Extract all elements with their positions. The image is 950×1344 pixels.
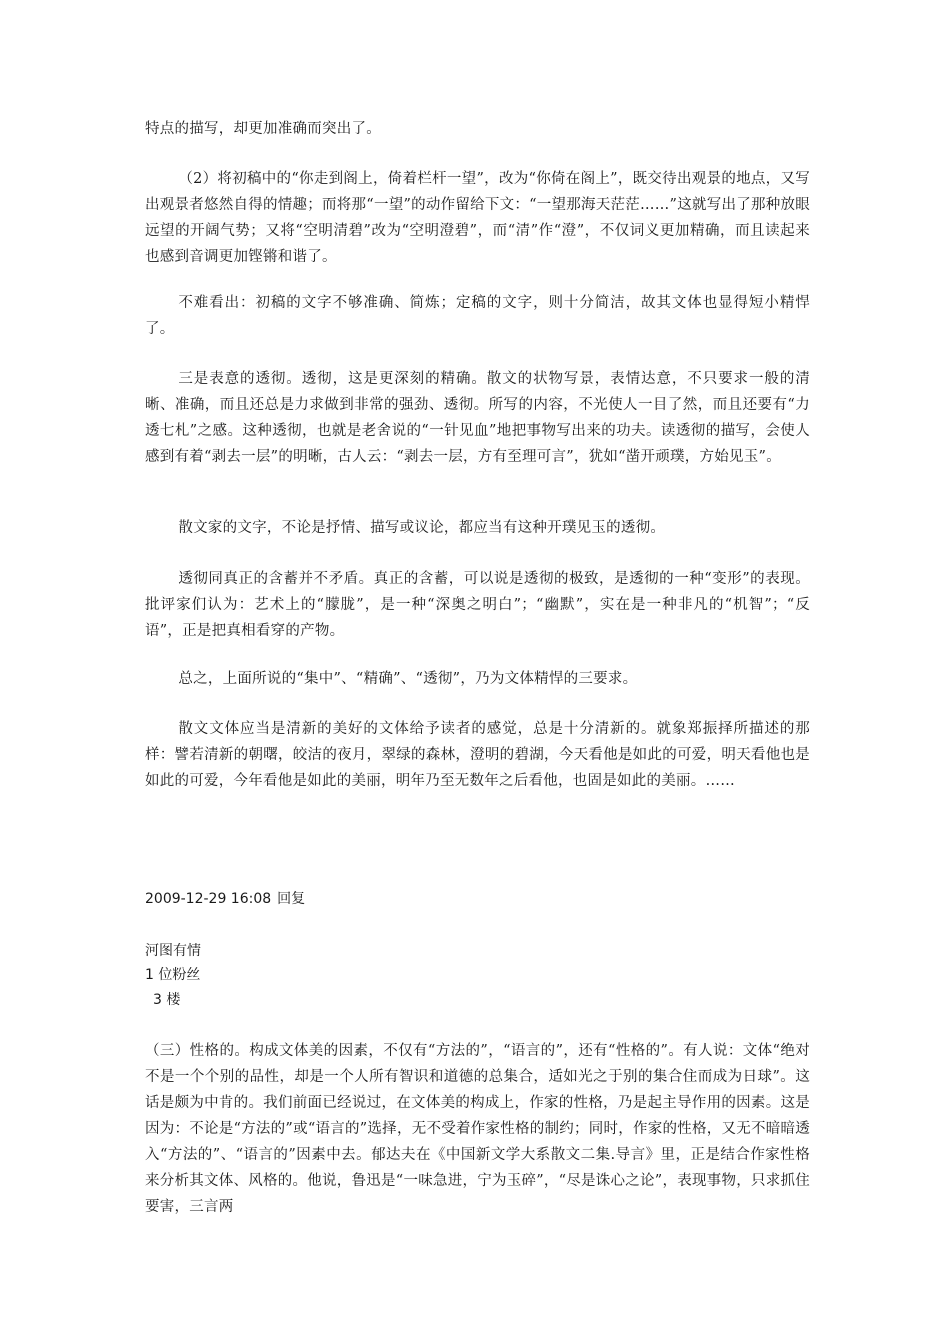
- paragraph: 散文家的文字，不论是抒情、描写或议论，都应当有这种开璞见玉的透彻。: [178, 520, 666, 536]
- floor-number: 3 楼: [153, 992, 181, 1008]
- paragraph: 不难看出：初稿的文字不够准确、简炼；定稿的文字，则十分简洁，故其文体也显得短小精悍了。: [145, 295, 810, 337]
- reply-body: （三）性格的。构成文体美的因素，不仅有“方法的”，“语言的”，还有“性格的”。有人说：文体“绝对不是一个个别的品性，却是一个人所有智识和道德的总集合，适如光之于别的集合住而成为日球”。这话是颇为中肯的。我们前面已经说过，在文体美的构成上，作家的性格，乃是起主导作用的因素。这是因为：不论是“方法的”或“语言的”选择，无不受着作家性格的制约；同时，作家的性格，又无不暗暗透入“方法的”、“语言的”因素中去。郁达夫在《中国新文学大系散文二集.导言》里，正是结合作家性格来分析其文体、风格的。他说，鲁迅是“一味急进，宁为玉碎”，“尽是诛心之论”，表现事物，只求抓住要害，三言两: [145, 1043, 810, 1215]
- reply-link[interactable]: 回复: [277, 891, 306, 907]
- paragraph: （2）将初稿中的“你走到阁上，倚着栏杆一望”，改为“你倚在阁上”，既交待出观景的地点，又写出观景者悠然自得的情趣；而将那“一望”的动作留给下文：“一望那海天茫茫……”这就写出了那种放眼远望的开阔气势；又将“空明清碧”改为“空明澄碧”，而“清”作“澄”，不仅词义更加精确，而且读起来也感到音调更加铿锵和谐了。: [145, 171, 810, 265]
- paragraph: 散文文体应当是清新的美好的文体给予读者的感觉，总是十分清新的。就象郑振择所描述的那样：譬若清新的朝曙，皎洁的夜月，翠绿的森林，澄明的碧湖，今天看他是如此的可爱，明天看他也是如此的可爱，今年看他是如此的美丽，明年乃至无数年之后看他，也固是如此的美丽。……: [145, 721, 810, 789]
- paragraph: 总之，上面所说的“集中”、“精确”、“透彻”，乃为文体精悍的三要求。: [178, 671, 638, 687]
- post-meta: [145, 889, 305, 909]
- paragraph: 透彻同真正的含蓄并不矛盾。真正的含蓄，可以说是透彻的极致，是透彻的一种“变形”的表现。批评家们认为：艺术上的“朦胧”，是一种“深奥之明白”；“幽默”，实在是一种非凡的“机智”；“反语”，正是把真相看穿的产物。: [145, 571, 810, 639]
- post-timestamp: 2009-12-29 16:08: [145, 891, 272, 907]
- fans-count[interactable]: 1 位粉丝: [145, 967, 201, 983]
- author-name[interactable]: 河图有情: [145, 943, 201, 959]
- paragraph: 三是表意的透彻。透彻，这是更深刻的精确。散文的状物写景，表情达意，不只要求一般的清晰、准确，而且还总是力求做到非常的强劲、透彻。所写的内容，不光使人一目了然，而且还要有“力透七札”之感。这种透彻，也就是老舍说的“一针见血”地把事物写出来的功夫。读透彻的描写，会使人感到有着“剥去一层”的明晰，古人云：“剥去一层，方有至理可言”，犹如“凿开顽璞，方始见玉”。: [145, 371, 810, 465]
- paragraph: 特点的描写，却更加准确而突出了。: [145, 121, 381, 137]
